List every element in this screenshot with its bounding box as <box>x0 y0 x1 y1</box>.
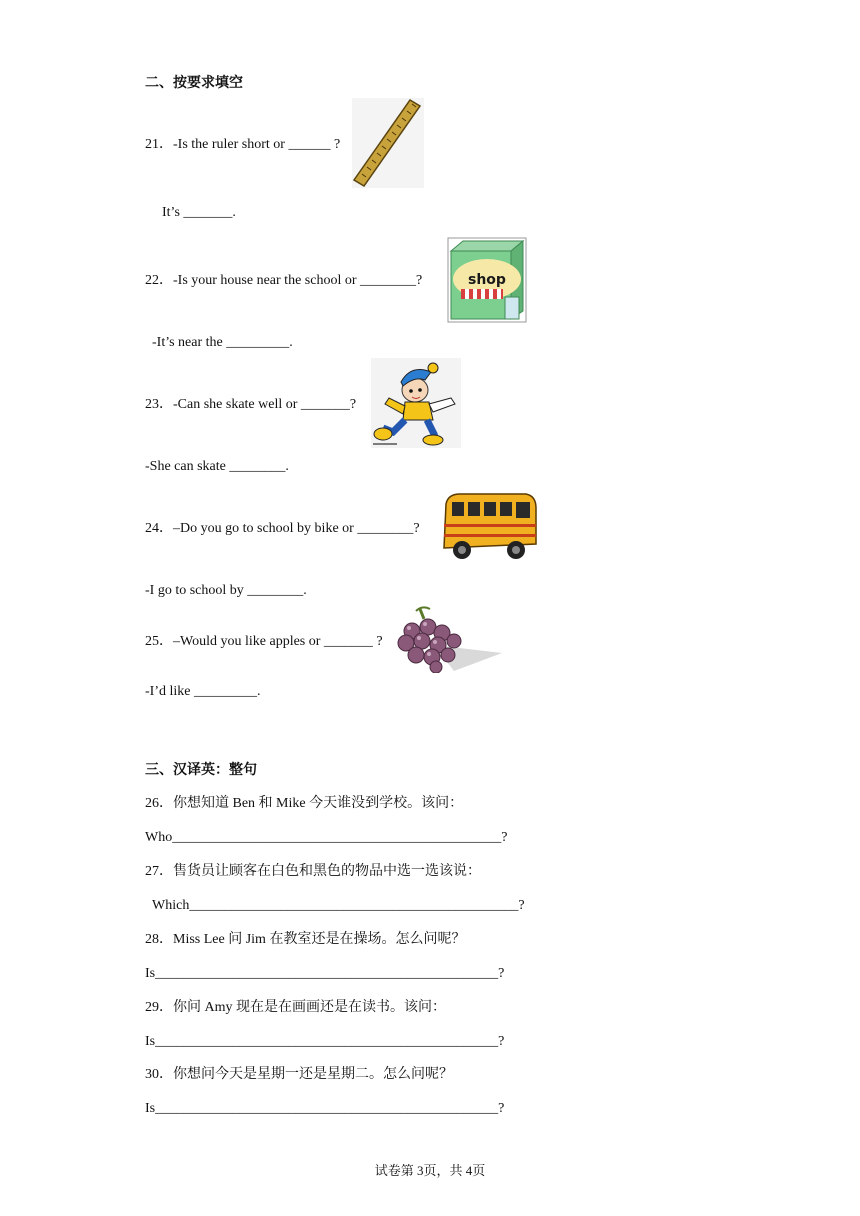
question-28: 28．Miss Lee 问 Jim 在教室还是在操场。怎么问呢？ <box>145 932 466 947</box>
answer-line-27: Which_______________________________________________? <box>152 898 525 913</box>
answer-line-28: Is_________________________________________________? <box>145 966 505 981</box>
ruler-icon <box>352 98 424 188</box>
answer-23: -She can skate ________. <box>145 459 289 474</box>
page-footer: 试卷第 3页，共 4页 <box>374 1163 486 1178</box>
section-heading-2: 二、按要求填空 <box>145 75 243 91</box>
skater-icon <box>371 358 461 448</box>
question-23: 23．-Can she skate well or _______? <box>145 397 357 412</box>
shop-icon <box>447 237 527 323</box>
grapes-icon <box>394 605 502 673</box>
question-24: 24．–Do you go to school by bike or ________? <box>145 521 420 536</box>
answer-22: -It’s near the _________. <box>152 335 293 350</box>
question-29: 29．你问 Amy 现在是在画画还是在读书。该问： <box>145 1000 446 1015</box>
bus-icon <box>440 490 538 562</box>
answer-21: It’s _______. <box>162 205 236 220</box>
answer-line-30: Is_________________________________________________? <box>145 1101 505 1116</box>
question-30: 30．你想问今天是星期一还是星期二。怎么问呢？ <box>145 1067 453 1082</box>
shop-sign-text: shop <box>468 272 506 288</box>
question-27: 27．售货员让顾客在白色和黑色的物品中选一选该说： <box>145 864 481 879</box>
question-26: 26．你想知道 Ben 和 Mike 今天谁没到学校。该问： <box>145 796 464 811</box>
answer-line-26: Who_______________________________________________? <box>145 830 508 845</box>
answer-line-29: Is_________________________________________________? <box>145 1034 505 1049</box>
section-heading-3: 三、汉译英：整句 <box>145 762 257 778</box>
question-25: 25．–Would you like apples or _______ ? <box>145 634 383 649</box>
answer-24: -I go to school by ________. <box>145 583 307 598</box>
answer-25: -I’d like _________. <box>145 684 261 699</box>
question-22: 22．-Is your house near the school or ________? <box>145 273 423 288</box>
question-21: 21．-Is the ruler short or ______ ? <box>145 137 341 152</box>
